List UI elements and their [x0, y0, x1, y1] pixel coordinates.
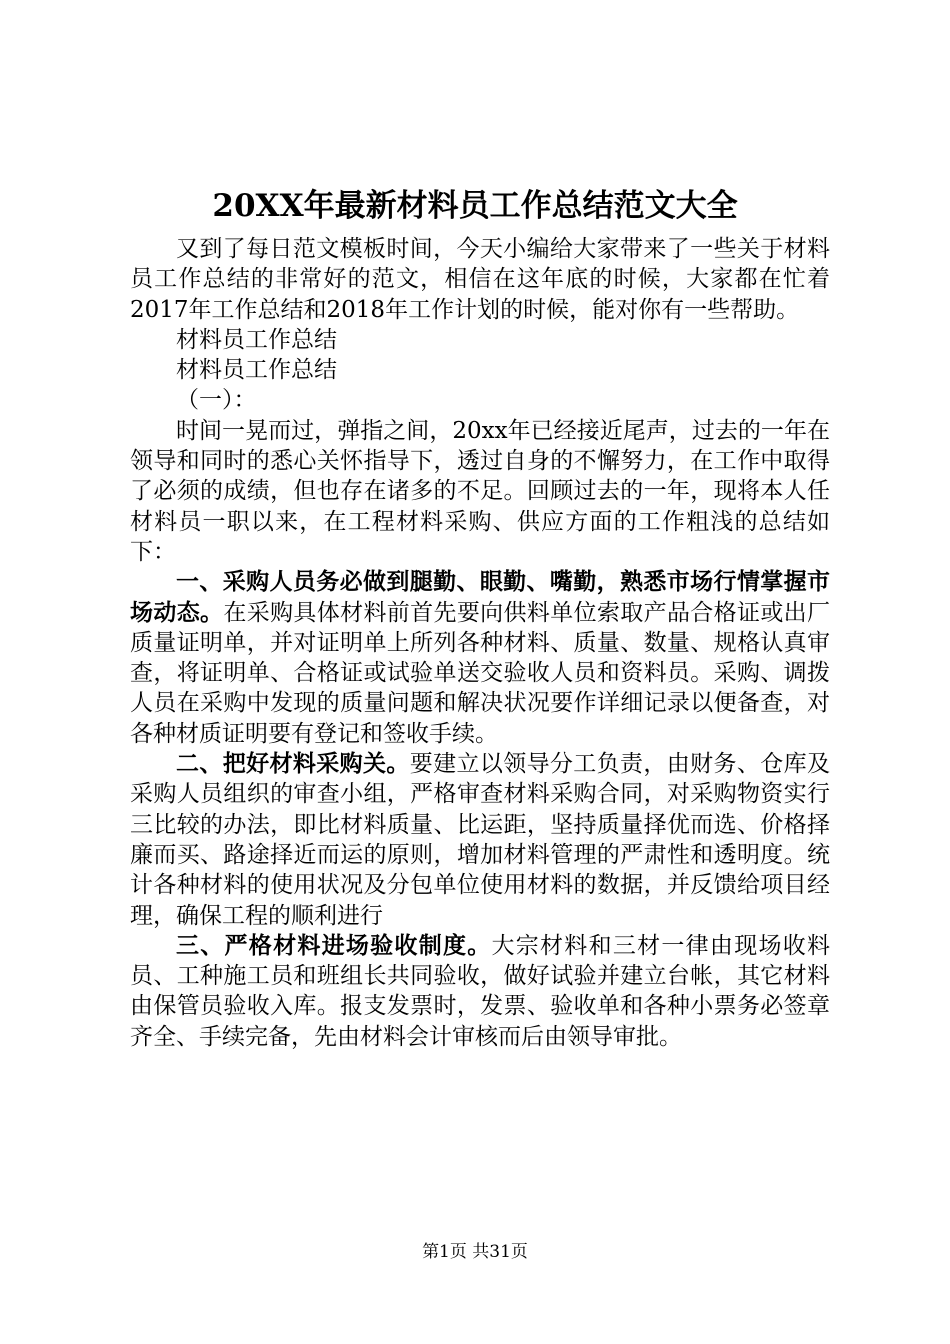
document-body — [130, 234, 830, 1052]
paragraph-text: 要建立以领导分工负责，由财务、仓库及采购人员组织的审查小组，严格审查材料采购合同，对采购物资实行三比较的办法，即比材料质量、比运距，坚持质量择优而选、价格择廉而买、路途择近而运的原则，增加材料管理的严肃性和透明度。统计各种材料的使用状况及分包单位使用材料的数据，并反馈给项目经理，确保工程的顺利进行 — [130, 751, 831, 929]
paragraph-bold-lead: 三、严格材料进场验收制度。 — [176, 931, 492, 959]
point-three-paragraph — [130, 931, 830, 1052]
intro-paragraph — [130, 234, 830, 325]
paragraph-text: 大宗材料和三材一律由现场收料员、工种施工员和班组长共同验收，做好试验并建立台帐，其它材料由保管员验收入库。报支发票时，发票、验收单和各种小票务必签章齐全、手续完备，先由材料会计审核而后由领导审批。 — [130, 932, 831, 1050]
paragraph-text: 材料员工作总结 — [176, 326, 337, 353]
page-footer — [0, 1240, 950, 1264]
page-number: 第1页 共31页 — [422, 1242, 528, 1262]
section-subheading — [130, 355, 830, 385]
paragraph-bold-lead: 二、把好材料采购关。 — [176, 750, 410, 778]
paragraph-text: 又到了每日范文模板时间，今天小编给大家带来了一些关于材料员工作总结的非常好的范文，相信在这年底的时候，大家都在忙着2017年工作总结和2018年工作计划的时候，能对你有一些帮助。 — [130, 236, 830, 323]
point-one-paragraph — [130, 567, 830, 749]
paragraph-text: 材料员工作总结 — [176, 357, 337, 384]
paragraph-text: 时间一晃而过，弹指之间，20xx年已经接近尾声，过去的一年在领导和同时的悉心关怀指导下，透过自身的不懈努力，在工作中取得了必须的成绩，但也存在诸多的不足。回顾过去的一年，现将本人任材料员一职以来，在工程材料采购、供应方面的工作粗浅的总结如下： — [130, 417, 830, 565]
section-heading — [130, 325, 830, 355]
point-two-paragraph — [130, 749, 830, 931]
document-title: 20XX年最新材料员工作总结范文大全 — [212, 188, 738, 224]
paragraph-text: 在采购具体材料前首先要向供料单位索取产品合格证或出厂质量证明单，并对证明单上所列各种材料、质量、数量、规格认真审查，将证明单、合格证或试验单送交验收人员和资料员。采购、调拨人员在采购中发现的质量问题和解决状况要作详细记录以便备查，对各种材质证明要有登记和签收手续。 — [130, 599, 831, 747]
paragraph-text: （一）： — [176, 387, 257, 414]
part-label — [130, 385, 830, 415]
summary-paragraph — [130, 416, 830, 567]
paragraph-bold-lead: 一、采购人员务必做到腿勤、眼勤、嘴勤，熟悉市场行情掌握市场动态。 — [130, 568, 830, 626]
